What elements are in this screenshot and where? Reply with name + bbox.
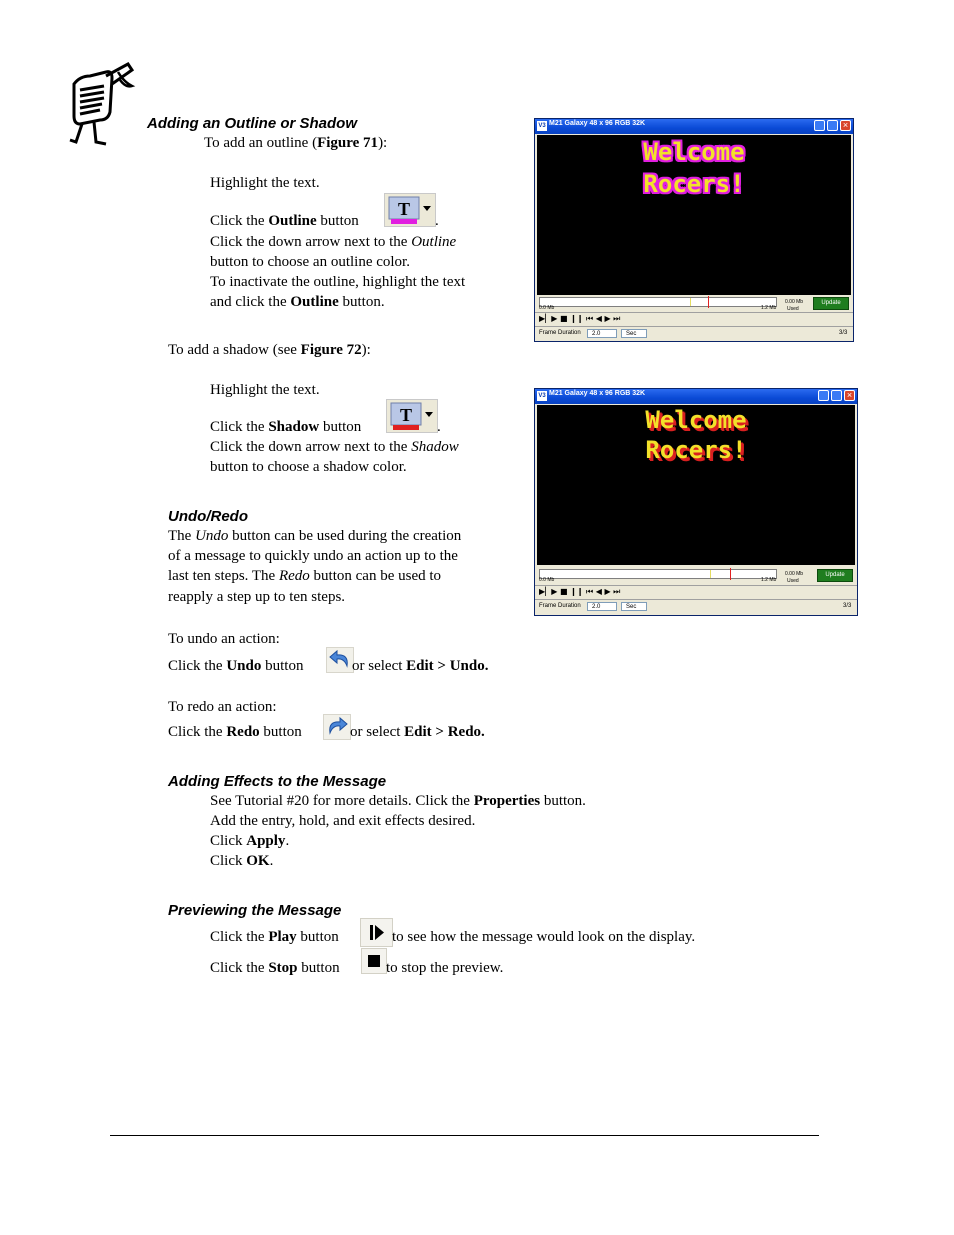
memory-timeline[interactable] <box>539 569 777 579</box>
outline-step-click: Click the Outline button <box>210 213 359 229</box>
undo-intro: To undo an action: <box>168 631 280 647</box>
frame-duration-input[interactable]: 2.0 <box>587 602 617 611</box>
undo-para-line4: reapply a step up to ten steps. <box>168 589 346 605</box>
window-titlebar[interactable] <box>535 389 857 404</box>
shadow-step-click: Click the Shadow button <box>210 419 362 435</box>
undo-button[interactable] <box>326 647 354 673</box>
app-icon: V3 <box>538 393 546 399</box>
minimize-button[interactable] <box>818 390 829 401</box>
window-title: M21 Galaxy 48 x 96 RGB 32K <box>549 120 646 127</box>
shadow-intro: To add a shadow (see Figure 72): <box>168 342 371 358</box>
memory-used-label: Used <box>787 578 799 584</box>
preview-stop-desc: to stop the preview. <box>386 960 504 976</box>
memory-used-label: Used <box>787 306 799 312</box>
welcome-line2-outline: Rocers! <box>643 170 745 198</box>
play-icon <box>361 919 392 946</box>
svg-text:T: T <box>399 405 413 425</box>
frame-count: 3/3 <box>843 603 852 609</box>
memory-total-label: 1.2 Mb <box>761 305 777 311</box>
play-button[interactable] <box>360 918 393 947</box>
redo-instruction: Click the Redo button <box>168 724 302 740</box>
outline-step-arrow-a: Click the down arrow next to the Outline <box>210 234 457 250</box>
update-button[interactable]: Update <box>817 569 853 582</box>
close-button[interactable]: × <box>840 120 851 131</box>
undo-menu-path: or select Edit > Undo. <box>352 658 489 674</box>
welcome-line1-shadow: Welcome <box>645 406 747 434</box>
playback-controls[interactable]: ▶▏▶ ■ ❙❙ ⏮ ◀ ▶ ⏭ <box>539 587 621 596</box>
frame-unit-select[interactable]: Sec <box>621 329 647 338</box>
effects-line1: See Tutorial #20 for more details. Click the Properties button. <box>210 793 586 809</box>
undo-para-line3: last ten steps. The Redo button can be used to <box>168 568 442 584</box>
frame-unit-select[interactable]: Sec <box>621 602 647 611</box>
section-heading-undo-redo: Undo/Redo <box>168 508 248 525</box>
undo-arrow-icon <box>327 648 353 672</box>
outline-step-arrow-b: button to choose an outline color. <box>210 254 410 270</box>
maximize-button[interactable] <box>831 390 842 401</box>
undo-para-line1: The Undo button can be used during the creation <box>168 528 462 544</box>
text-shadow-icon <box>387 400 437 432</box>
svg-text:T: T <box>397 199 411 219</box>
figure-72-preview-window <box>534 388 858 616</box>
redo-menu-path: or select Edit > Redo. <box>350 724 485 740</box>
figure-71-preview-window <box>534 118 854 342</box>
window-titlebar[interactable] <box>535 119 853 134</box>
close-button[interactable]: × <box>844 390 855 401</box>
frame-duration-label: Frame Duration <box>539 330 581 336</box>
section-heading-outline-shadow: Adding an Outline or Shadow <box>147 115 357 132</box>
window-title: M21 Galaxy 48 x 96 RGB 32K <box>549 390 646 397</box>
frame-duration-label: Frame Duration <box>539 603 581 609</box>
outline-intro: To add an outline (Figure 71): <box>204 135 388 151</box>
shadow-step-arrow-b: button to choose a shadow color. <box>210 459 407 475</box>
memory-used-value: 0.00 Mb <box>785 571 804 577</box>
outline-step-inactivate-b: and click the Outline button. <box>210 294 385 310</box>
section-heading-preview: Previewing the Message <box>168 902 342 919</box>
welcome-line2-shadow: Rocers! <box>645 436 747 464</box>
maximize-button[interactable] <box>827 120 838 131</box>
minimize-button[interactable] <box>814 120 825 131</box>
section-heading-effects: Adding Effects to the Message <box>168 773 387 790</box>
text-outline-icon <box>385 194 435 226</box>
sign-preview-screen <box>537 135 851 295</box>
redo-intro: To redo an action: <box>168 699 277 715</box>
redo-arrow-icon <box>324 715 350 739</box>
shadow-step-arrow-a: Click the down arrow next to the Shadow <box>210 439 459 455</box>
memory-used-value: 0.00 Mb <box>785 299 804 305</box>
undo-instruction: Click the Undo button <box>168 658 304 674</box>
undo-para-line2: of a message to quickly undo an action up to the <box>168 548 458 564</box>
frame-duration-input[interactable]: 2.0 <box>587 329 617 338</box>
stop-button[interactable] <box>361 948 387 974</box>
shadow-step-period: . <box>437 419 441 435</box>
outline-button[interactable] <box>384 193 436 227</box>
app-icon: V3 <box>538 123 546 129</box>
preview-play-instruction: Click the Play button <box>210 929 339 945</box>
memory-timeline[interactable] <box>539 297 777 307</box>
redo-button[interactable] <box>323 714 351 740</box>
writing-hand-note-icon <box>66 62 136 146</box>
outline-step-inactivate-a: To inactivate the outline, highlight the text <box>210 274 466 290</box>
effects-line2: Add the entry, hold, and exit effects desired. <box>210 813 476 829</box>
preview-stop-instruction: Click the Stop button <box>210 960 340 976</box>
preview-play-desc: to see how the message would look on the display. <box>392 929 696 945</box>
sign-preview-screen <box>537 405 855 565</box>
stop-icon <box>362 949 386 973</box>
effects-line3: Click Apply. <box>210 833 290 849</box>
update-button[interactable]: Update <box>813 297 849 310</box>
memory-total-label: 1.2 Mb <box>761 577 777 583</box>
playback-controls[interactable]: ▶▏▶ ■ ❙❙ ⏮ ◀ ▶ ⏭ <box>539 314 621 323</box>
outline-step-period: . <box>435 213 439 229</box>
footer-rule <box>110 1135 819 1136</box>
welcome-line1-outline: Welcome <box>643 138 745 166</box>
shadow-button[interactable] <box>386 399 438 433</box>
effects-line4: Click OK. <box>210 853 274 869</box>
memory-start-label: 0.0 Mb <box>539 305 555 311</box>
frame-count: 3/3 <box>839 330 848 336</box>
shadow-step-highlight: Highlight the text. <box>210 382 320 398</box>
outline-step-highlight: Highlight the text. <box>210 175 320 191</box>
memory-start-label: 0.0 Mb <box>539 577 555 583</box>
